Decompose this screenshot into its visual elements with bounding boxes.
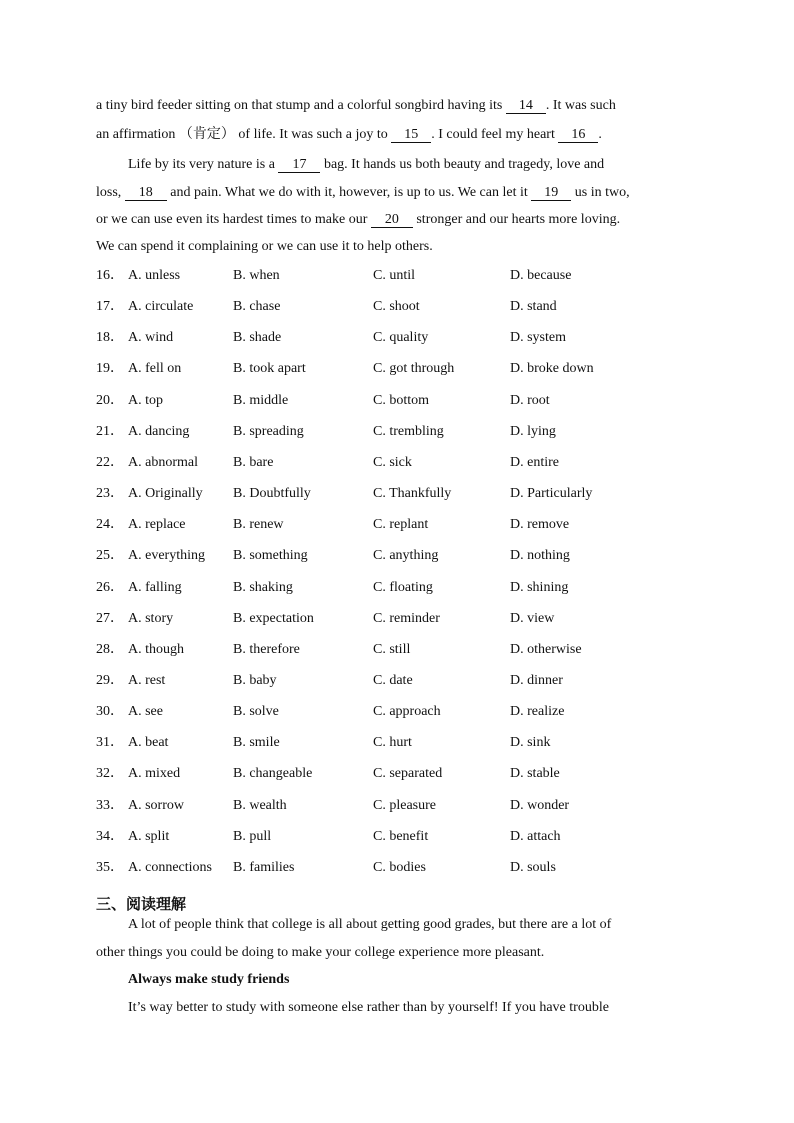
option-c[interactable]: C. anything: [373, 548, 439, 563]
question-number: 32．: [96, 766, 124, 781]
question-number: 16．: [96, 268, 124, 283]
option-b[interactable]: B. baby: [233, 673, 277, 688]
option-c[interactable]: C. replant: [373, 517, 429, 532]
option-b[interactable]: B. took apart: [233, 361, 306, 376]
passage-line-6: We can spend it complaining or we can use it to help others.: [96, 239, 433, 254]
option-b[interactable]: B. renew: [233, 517, 284, 532]
option-a[interactable]: A. story: [128, 611, 174, 626]
section-title: 三、阅读理解: [96, 895, 187, 913]
option-d[interactable]: D. lying: [510, 424, 556, 439]
option-c[interactable]: C. sick: [373, 455, 412, 470]
option-b[interactable]: B. expectation: [233, 611, 314, 626]
option-d[interactable]: D. sink: [510, 735, 551, 750]
blank-16[interactable]: 16: [558, 128, 598, 143]
blank-18[interactable]: 18: [125, 186, 167, 201]
option-a[interactable]: A. split: [128, 829, 170, 844]
question-number: 27．: [96, 611, 124, 626]
question-number: 34．: [96, 829, 124, 844]
passage-line-2: [96, 126, 602, 144]
option-c[interactable]: C. reminder: [373, 611, 440, 626]
passage-line-4: [96, 184, 630, 202]
option-b[interactable]: B. when: [233, 268, 280, 283]
option-b[interactable]: B. pull: [233, 829, 272, 844]
option-a[interactable]: A. Originally: [128, 486, 203, 501]
option-c[interactable]: C. bodies: [373, 860, 426, 875]
reading-subheading: Always make study friends: [128, 972, 290, 987]
passage-text: an affirmation （肯定） of life. It was such a joy to: [96, 127, 392, 142]
blank-14[interactable]: 14: [506, 99, 546, 114]
option-a[interactable]: A. dancing: [128, 424, 190, 439]
option-a[interactable]: A. top: [128, 393, 163, 408]
blank-20[interactable]: 20: [371, 213, 413, 228]
passage-text: .: [598, 127, 602, 142]
option-d[interactable]: D. broke down: [510, 361, 594, 376]
option-d[interactable]: D. stand: [510, 299, 557, 314]
reading-line-3: It’s way better to study with someone else rather than by yourself! If you have trouble: [128, 1000, 609, 1015]
option-d[interactable]: D. shining: [510, 580, 569, 595]
question-number: 23．: [96, 486, 124, 501]
passage-text: bag. It hands us both beauty and tragedy, love and: [320, 157, 605, 172]
option-a[interactable]: A. fell on: [128, 361, 182, 376]
question-number: 31．: [96, 735, 124, 750]
passage-text: Life by its very nature is a: [128, 157, 279, 172]
option-d[interactable]: D. wonder: [510, 798, 570, 813]
blank-17[interactable]: 17: [278, 158, 320, 173]
option-a[interactable]: A. rest: [128, 673, 166, 688]
option-d[interactable]: D. because: [510, 268, 572, 283]
blank-19[interactable]: 19: [531, 186, 571, 201]
option-d[interactable]: D. Particularly: [510, 486, 593, 501]
option-c[interactable]: C. floating: [373, 580, 433, 595]
blank-15[interactable]: 15: [391, 128, 431, 143]
option-a[interactable]: A. replace: [128, 517, 186, 532]
option-b[interactable]: B. solve: [233, 704, 279, 719]
option-d[interactable]: D. realize: [510, 704, 565, 719]
option-b[interactable]: B. wealth: [233, 798, 287, 813]
option-d[interactable]: D. attach: [510, 829, 561, 844]
option-d[interactable]: D. souls: [510, 860, 556, 875]
option-b[interactable]: B. shade: [233, 330, 282, 345]
passage-text: . It was such: [545, 98, 616, 113]
option-a[interactable]: A. everything: [128, 548, 205, 563]
option-c[interactable]: C. bottom: [373, 393, 430, 408]
reading-line-2: other things you could be doing to make your college experience more pleasant.: [96, 945, 545, 960]
passage-text: and pain. What we do with it, however, is up to us. We can let it: [166, 185, 532, 200]
question-number: 20．: [96, 393, 124, 408]
option-b[interactable]: B. bare: [233, 455, 274, 470]
reading-line-1: A lot of people think that college is all about getting good grades, but there are a lot of: [128, 917, 612, 932]
option-c[interactable]: C. got through: [373, 361, 455, 376]
passage-line-1: [96, 97, 616, 115]
option-a[interactable]: A. sorrow: [128, 798, 184, 813]
option-c[interactable]: C. trembling: [373, 424, 444, 439]
passage-text: stronger and our hearts more loving.: [412, 212, 621, 227]
option-d[interactable]: D. stable: [510, 766, 560, 781]
option-a[interactable]: A. connections: [128, 860, 212, 875]
option-b[interactable]: B. changeable: [233, 766, 313, 781]
option-a[interactable]: A. circulate: [128, 299, 194, 314]
option-b[interactable]: B. shaking: [233, 580, 293, 595]
question-number: 25．: [96, 548, 124, 563]
option-c[interactable]: C. pleasure: [373, 798, 436, 813]
option-c[interactable]: C. separated: [373, 766, 443, 781]
passage-line-3: [128, 156, 604, 174]
option-a[interactable]: A. beat: [128, 735, 169, 750]
option-b[interactable]: B. smile: [233, 735, 280, 750]
option-c[interactable]: C. date: [373, 673, 413, 688]
option-c[interactable]: C. hurt: [373, 735, 412, 750]
option-a[interactable]: A. see: [128, 704, 163, 719]
option-b[interactable]: B. families: [233, 860, 295, 875]
question-number: 24．: [96, 517, 124, 532]
passage-text: or we can use even its hardest times to make our: [96, 212, 371, 227]
option-c[interactable]: C. Thankfully: [373, 486, 452, 501]
question-number: 17．: [96, 299, 124, 314]
option-c[interactable]: C. shoot: [373, 299, 420, 314]
option-d[interactable]: D. entire: [510, 455, 559, 470]
option-a[interactable]: A. though: [128, 642, 184, 657]
option-b[interactable]: B. chase: [233, 299, 281, 314]
option-c[interactable]: C. until: [373, 268, 416, 283]
passage-text: . I could feel my heart: [431, 127, 559, 142]
option-b[interactable]: B. therefore: [233, 642, 300, 657]
option-a[interactable]: A. mixed: [128, 766, 181, 781]
option-b[interactable]: B. something: [233, 548, 308, 563]
option-c[interactable]: C. quality: [373, 330, 429, 345]
question-number: 22．: [96, 455, 124, 470]
question-number: 19．: [96, 361, 124, 376]
question-number: 28．: [96, 642, 124, 657]
option-c[interactable]: C. benefit: [373, 829, 429, 844]
option-c[interactable]: C. still: [373, 642, 411, 657]
option-d[interactable]: D. root: [510, 393, 550, 408]
option-a[interactable]: A. wind: [128, 330, 174, 345]
question-number: 35．: [96, 860, 124, 875]
option-d[interactable]: D. otherwise: [510, 642, 582, 657]
option-d[interactable]: D. remove: [510, 517, 570, 532]
option-d[interactable]: D. system: [510, 330, 566, 345]
question-number: 26．: [96, 580, 124, 595]
question-number: 18．: [96, 330, 124, 345]
passage-text: a tiny bird feeder sitting on that stump and a colorful songbird having its: [96, 98, 506, 113]
passage-line-5: [96, 211, 620, 229]
option-b[interactable]: B. spreading: [233, 424, 304, 439]
option-b[interactable]: B. Doubtfully: [233, 486, 311, 501]
option-a[interactable]: A. unless: [128, 268, 181, 283]
option-d[interactable]: D. nothing: [510, 548, 570, 563]
passage-text: us in two,: [571, 185, 630, 200]
option-d[interactable]: D. dinner: [510, 673, 563, 688]
option-b[interactable]: B. middle: [233, 393, 289, 408]
question-number: 21．: [96, 424, 124, 439]
option-a[interactable]: A. falling: [128, 580, 182, 595]
option-c[interactable]: C. approach: [373, 704, 441, 719]
passage-text: loss,: [96, 185, 125, 200]
question-number: 30．: [96, 704, 124, 719]
question-number: 33．: [96, 798, 124, 813]
option-d[interactable]: D. view: [510, 611, 555, 626]
option-a[interactable]: A. abnormal: [128, 455, 198, 470]
question-number: 29．: [96, 673, 124, 688]
